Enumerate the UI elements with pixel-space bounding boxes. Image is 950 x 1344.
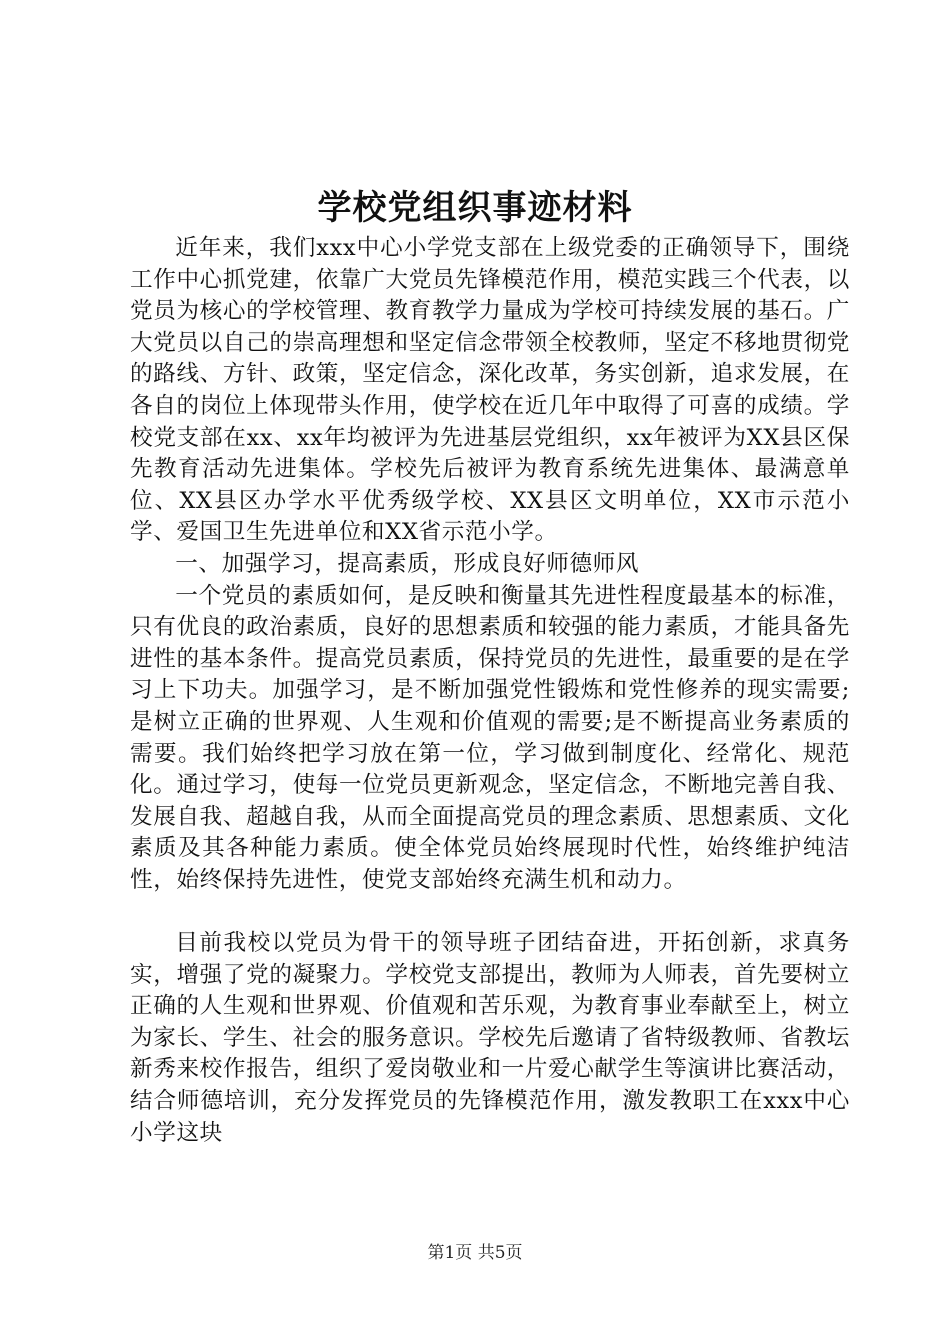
leadership-paragraph: 目前我校以党员为骨干的领导班子团结奋进，开拓创新，求真务实，增强了党的凝聚力。学校党支部提出，教师为人师表，首先要树立正确的人生观和世界观、价值观和苦乐观，为教育事业奉献至上，树立为家长、学生、社会的服务意识。学校先后邀请了省特级教师、省教坛新秀来校作报告，组织了爱岗敬业和一片爱心献学生等演讲比赛活动，结合师德培训，充分发挥党员的先锋模范作用，激发教职工在xxx中心小学这块 (130, 930, 850, 1146)
document-title: 学校党组织事迹材料 (317, 188, 633, 228)
page-number-footer: 第1页 共5页 (427, 1243, 523, 1263)
section-heading: 一、加强学习，提高素质，形成良好师德师风 (175, 550, 640, 577)
study-paragraph: 一个党员的素质如何，是反映和衡量其先进性程度最基本的标准，只有优良的政治素质，良好的思想素质和较强的能力素质，才能具备先进性的基本条件。提高党员素质，保持党员的先进性，最重要的是在学习上下功夫。加强学习，是不断加强党性锻炼和党性修养的现实需要;是树立正确的世界观、人生观和价值观的需要;是不断提高业务素质的需要。我们始终把学习放在第一位，学习做到制度化、经常化、规范化。通过学习，使每一位党员更新观念，坚定信念，不断地完善自我、发展自我、超越自我，从而全面提高党员的理念素质、思想素质、文化素质及其各种能力素质。使全体党员始终展现时代性，始终维护纯洁性，始终保持先进性，使党支部始终充满生机和动力。 (130, 582, 850, 893)
document-body (130, 233, 850, 1149)
intro-paragraph: 近年来，我们xxx中心小学党支部在上级党委的正确领导下，围绕工作中心抓党建，依靠广大党员先锋模范作用，模范实践三个代表，以党员为核心的学校管理、教育教学力量成为学校可持续发展的基石。广大党员以自己的崇高理想和坚定信念带领全校教师，坚定不移地贯彻党的路线、方针、政策，坚定信念，深化改革，务实创新，追求发展，在各自的岗位上体现带头作用，使学校在近几年中取得了可喜的成绩。学校党支部在xx、xx年均被评为先进基层党组织，xx年被评为XX县区保先教育活动先进集体。学校先后被评为教育系统先进集体、最满意单位、XX县区办学水平优秀级学校、XX县区文明单位，XX市示范小学、爱国卫生先进单位和XX省示范小学。 (130, 235, 850, 546)
